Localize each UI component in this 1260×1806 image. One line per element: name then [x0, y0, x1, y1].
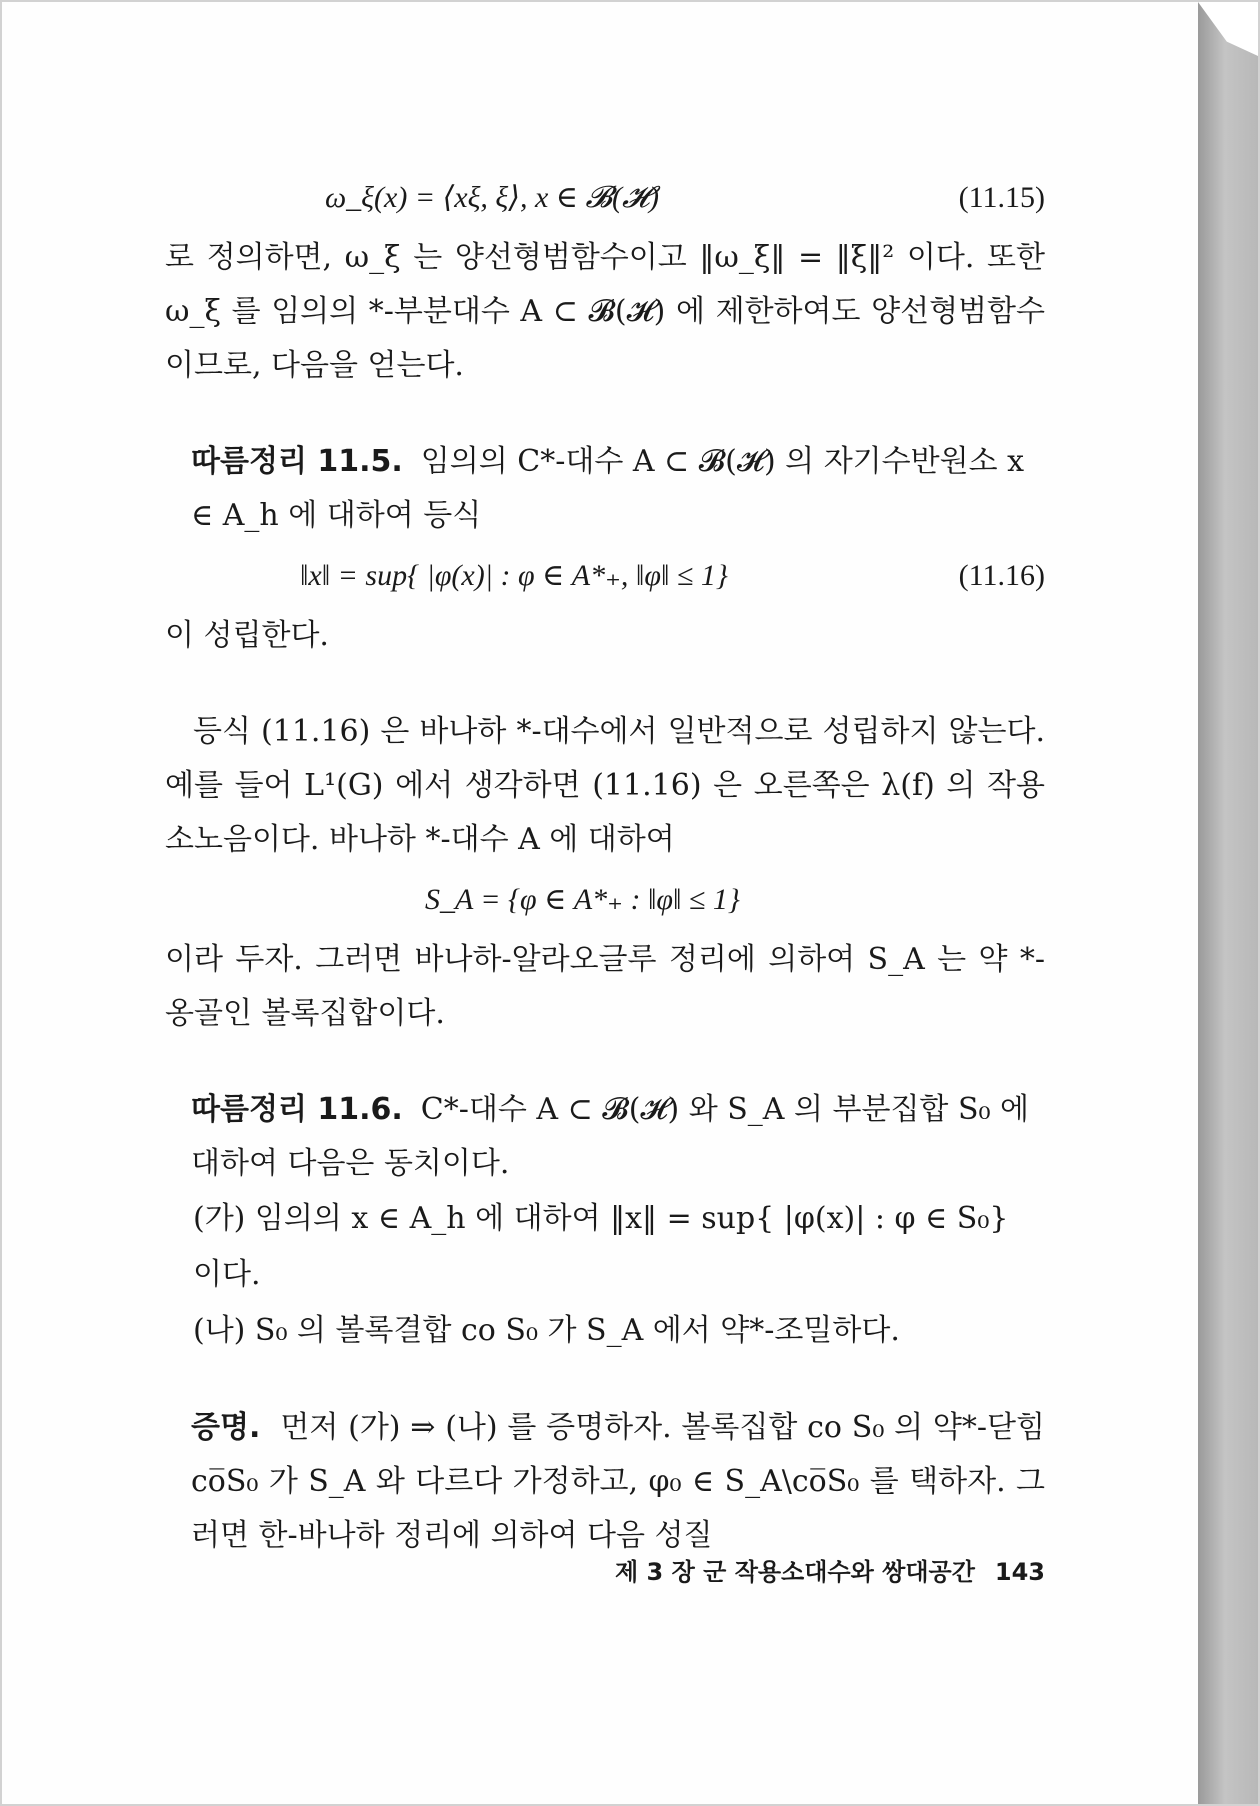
- condition-na: (나) S₀ 의 볼록결합 co S₀ 가 S_A 에서 약*-조밀하다.: [193, 1313, 900, 1348]
- proof: [165, 1401, 1045, 1563]
- corollary-11-5-end: 이 성립한다.: [165, 618, 329, 653]
- corollary-11-5-label: 따름정리 11.5.: [191, 444, 403, 479]
- equation-11-16: [165, 543, 1045, 609]
- page-footer: [615, 1552, 1045, 1587]
- equation-sa-formula: S_A = {φ ∈ A*₊ : ‖φ‖ ≤ 1}: [425, 883, 740, 916]
- paragraph-2: 등식 (11.16) 은 바나하 *-대수에서 일반적으로 성립하지 않는다. 예를 들어 L¹(G) 에서 생각하면 (11.16) 은 오른쪽은 λ(f) 의 작용소노음이다. 바나하 *-대수 A 에 대하여: [165, 714, 1045, 857]
- corollary-11-5: [165, 435, 1045, 543]
- condition-ga: (가) 임의의 x ∈ A_h 에 대하여 ‖x‖ = sup{ |φ(x)| : φ ∈ S₀} 이다.: [193, 1201, 1009, 1292]
- equation-11-16-number: (11.16): [958, 559, 1045, 592]
- corollary-11-5-text: 임의의 C*-대수 A ⊂ 𝓑(𝓗) 의 자기수반원소 x ∈ A_h 에 대하여 등식: [191, 444, 1025, 533]
- equation-11-15: [165, 165, 1045, 231]
- paragraph-1: 로 정의하면, ω_ξ 는 양선형범함수이고 ‖ω_ξ‖ = ‖ξ‖² 이다. 또한 ω_ξ 를 임의의 *-부분대수 A ⊂ 𝓑(𝓗) 에 제한하여도 양선형범함수이므로, 다음을 얻는다.: [165, 240, 1045, 383]
- corollary-11-6-conditions: [165, 1191, 1045, 1359]
- proof-text: 먼저 (가) ⇒ (나) 를 증명하자. 볼록집합 co S₀ 의 약*-닫힘 co̅S₀ 가 S_A 와 다르다 가정하고, φ₀ ∈ S_A\co̅S₀ 를 택하자. 그러면 한-바나하 정리에 의하여 다음 성질: [191, 1410, 1045, 1553]
- equation-11-16-formula: ‖x‖ = sup{ |φ(x)| : φ ∈ A*₊, ‖φ‖ ≤ 1}: [300, 559, 728, 592]
- corollary-11-6-text: C*-대수 A ⊂ 𝓑(𝓗) 와 S_A 의 부분집합 S₀ 에 대하여 다음은 동치이다.: [191, 1092, 1030, 1181]
- equation-sa: [165, 867, 1045, 933]
- corollary-11-6-label: 따름정리 11.6.: [191, 1092, 403, 1127]
- proof-label: 증명.: [191, 1410, 261, 1445]
- corollary-11-6: [165, 1083, 1045, 1191]
- page-content: [165, 165, 1045, 1563]
- chapter-title: 제 3 장 군 작용소대수와 쌍대공간: [615, 1558, 975, 1586]
- paragraph-3: 이라 두자. 그러면 바나하-알라오글루 정리에 의하여 S_A 는 약 *-옹골인 볼록집합이다.: [165, 942, 1045, 1031]
- page-number: 143: [994, 1558, 1045, 1586]
- page-edge-shadow: [1198, 2, 1258, 1804]
- equation-11-15-number: (11.15): [958, 181, 1045, 214]
- equation-11-15-formula: ω_ξ(x) = ⟨xξ, ξ⟩, x ∈ 𝓑(𝓗): [325, 181, 660, 214]
